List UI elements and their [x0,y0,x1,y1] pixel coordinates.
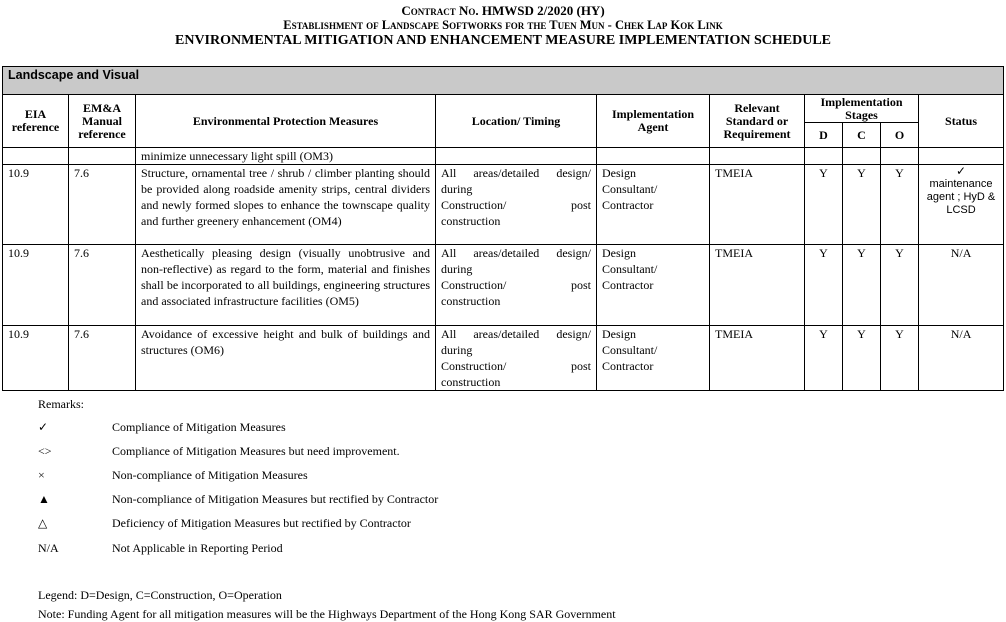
stage-d-value: Y [805,245,843,326]
column-header-row [3,95,1004,123]
col-measures: Environmental Protection Measures [136,95,436,148]
check-mark-icon: ✓ [955,164,967,178]
funding-note: Note: Funding Agent for all mitigation measures will be the Highways Department of the Hong Kong SAR Government [38,607,616,621]
agent-line: Consultant/ [602,182,658,196]
status-text: N/A [919,245,1004,326]
not-applicable-label: N/A [38,541,59,555]
location-line: post [570,359,591,373]
remark-text: Non-compliance of Mitigation Measures [112,468,308,482]
remark-text: Non-compliance of Mitigation Measures but rectified by Contractor [112,492,439,506]
stage-c-value: Y [843,245,881,326]
remark-text: Compliance of Mitigation Measures but need improvement. [112,444,400,458]
agent-line: Design [602,166,636,180]
table-row [3,326,1004,391]
measure-text: Aesthetically pleasing design (visually unobtrusive and non-reflective) as regard to the form, material and finishes shall be incorporated to all buildings, engineering structures and associated infrastructure facilities (OM5) [136,245,436,326]
location-line: construction [441,375,501,389]
schedule-title: ENVIRONMENTAL MITIGATION AND ENHANCEMENT MEASURE IMPLEMENTATION SCHEDULE [175,33,831,48]
section-title: Landscape and Visual [3,67,1004,95]
col-implementation-agent: Implementation Agent [597,95,710,148]
filled-triangle-icon: ▲ [38,492,50,506]
col-location-timing: Location/ Timing [436,95,597,148]
agent-line: Contractor [602,278,654,292]
col-stage-o: O [881,123,919,148]
angle-brackets-icon: <> [38,444,52,458]
location-timing [436,165,597,245]
implementation-schedule-table [2,66,1004,391]
table-row [3,165,1004,245]
location-line: All areas/detailed design/ during [441,327,591,357]
location-line: Construction/ [441,359,507,373]
outline-triangle-icon: △ [38,516,48,530]
remark-text: Not Applicable in Reporting Period [112,541,283,555]
table-row [3,245,1004,326]
remark-text: Deficiency of Mitigation Measures but rectified by Contractor [112,516,411,530]
measure-text: Avoidance of excessive height and bulk of buildings and structures (OM6) [136,326,436,391]
eia-reference: 10.9 [3,326,69,391]
ema-reference: 7.6 [69,245,136,326]
status-text: N/A [919,326,1004,391]
location-line: post [570,198,591,212]
location-line: Construction/ [441,278,507,292]
col-stage-c: C [843,123,881,148]
remark-text: Compliance of Mitigation Measures [112,420,286,434]
col-status: Status [919,95,1004,148]
stage-o-value: Y [881,245,919,326]
stage-c-value: Y [843,165,881,245]
location-timing [436,326,597,391]
stage-d-value: Y [805,165,843,245]
stage-o-value: Y [881,165,919,245]
eia-reference: 10.9 [3,165,69,245]
agent-line: Consultant/ [602,343,658,357]
location-line: post [570,278,591,292]
col-relevant-standard: Relevant Standard or Requirement [710,95,805,148]
location-line: construction [441,214,501,228]
continuation-text: minimize unnecessary light spill (OM3) [136,148,436,165]
location-timing [436,245,597,326]
agent-line: Contractor [602,198,654,212]
location-line: Construction/ [441,198,507,212]
stage-d-value: Y [805,326,843,391]
agent-line: Design [602,246,636,260]
relevant-standard: TMEIA [710,245,805,326]
status-cell [919,165,1004,245]
location-line: All areas/detailed design/ during [441,246,591,276]
remarks-title: Remarks: [38,397,84,411]
location-line: construction [441,294,501,308]
continuation-row [3,148,1004,165]
status-text: maintenance agent ; HyD & LCSD [926,178,996,216]
eia-reference: 10.9 [3,245,69,326]
section-row [3,67,1004,95]
implementation-agent [597,245,710,326]
relevant-standard: TMEIA [710,326,805,391]
col-eia-reference: EIA reference [3,95,69,148]
project-title: Establishment of Landscape Softworks for the Tuen Mun - Chek Lap Kok Link [283,18,723,32]
legend: Legend: D=Design, C=Construction, O=Operation [38,588,282,602]
contract-title: Contract No. HMWSD 2/2020 (HY) [401,3,605,18]
check-mark-icon: ✓ [38,420,49,434]
col-ema-reference: EM&A Manual reference [69,95,136,148]
implementation-agent [597,326,710,391]
ema-reference: 7.6 [69,165,136,245]
col-implementation-stages: Implementation Stages [805,95,919,123]
location-line: All areas/detailed design/ during [441,166,591,196]
measure-text: Structure, ornamental tree / shrub / climber planting should be provided along roadside amenity strips, central dividers and newly formed slopes to enhance the townscape quality and further greenery enhancement (OM4) [136,165,436,245]
col-stage-d: D [805,123,843,148]
agent-line: Contractor [602,359,654,373]
agent-line: Consultant/ [602,262,658,276]
agent-line: Design [602,327,636,341]
cross-icon: × [38,468,45,482]
implementation-agent [597,165,710,245]
stage-o-value: Y [881,326,919,391]
relevant-standard: TMEIA [710,165,805,245]
ema-reference: 7.6 [69,326,136,391]
stage-c-value: Y [843,326,881,391]
